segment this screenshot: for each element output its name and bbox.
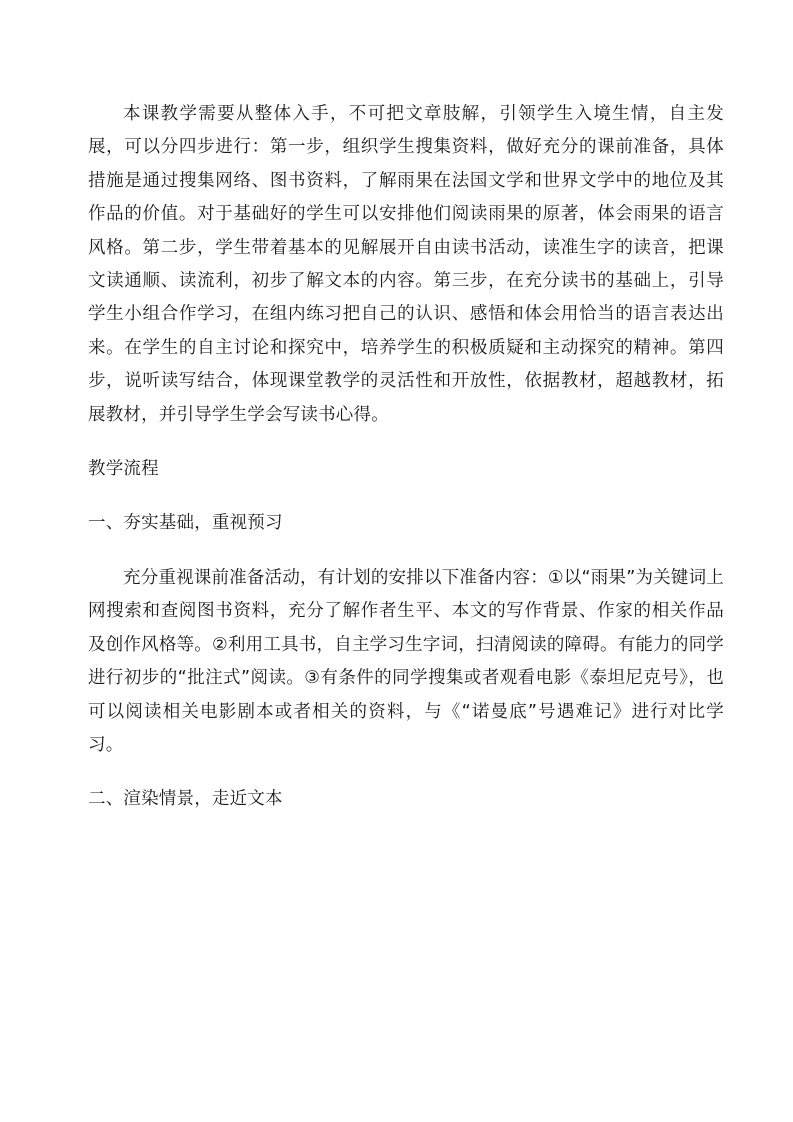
document-body: [88, 98, 724, 817]
heading-teaching-flow: 教学流程: [88, 459, 159, 480]
paragraph-teaching-approach: 本课教学需要从整体入手，不可把文章肢解，引领学生入境生情，自主发展，可以分四步进行：第一步，组织学生搜集资料，做好充分的课前准备，具体措施是通过搜集网络、图书资料，了解雨果在法国文学和世界文学中的地位及其作品的价值。对于基础好的学生可以安排他们阅读雨果的原著，体会雨果的语言风格。第二步，学生带着基本的见解展开自由读书活动，读准生字的读音，把课文读通顺、读流利，初步了解文本的内容。第三步，在充分读书的基础上，引导学生小组合作学习，在组内练习把自己的认识、感悟和体会用恰当的语言表达出来。在学生的自主讨论和探究中，培养学生的积极质疑和主动探究的精神。第四步，说听读写结合，体现课堂教学的灵活性和开放性，依据教材，超越教材，拓展教材，并引导学生学会写读书心得。: [88, 104, 724, 425]
paragraph-preparation: 充分重视课前准备活动，有计划的安排以下准备内容：①以“雨果”为关键词上网搜索和查阅图书资料，充分了解作者生平、本文的写作背景、作家的相关作品及创作风格等。②利用工具书，自主学习生字词，扫清阅读的障碍。有能力的同学进行初步的“批注式”阅读。③有条件的同学搜集或者观看电影《泰坦尼克号》，也可以阅读相关电影剧本或者相关的资料，与《“诺曼底”号遇难记》进行对比学习。: [88, 567, 724, 755]
heading-section-1: 一、夯实基础，重视预习: [88, 513, 283, 534]
heading-section-2: 二、渲染情景，走近文本: [88, 789, 283, 810]
